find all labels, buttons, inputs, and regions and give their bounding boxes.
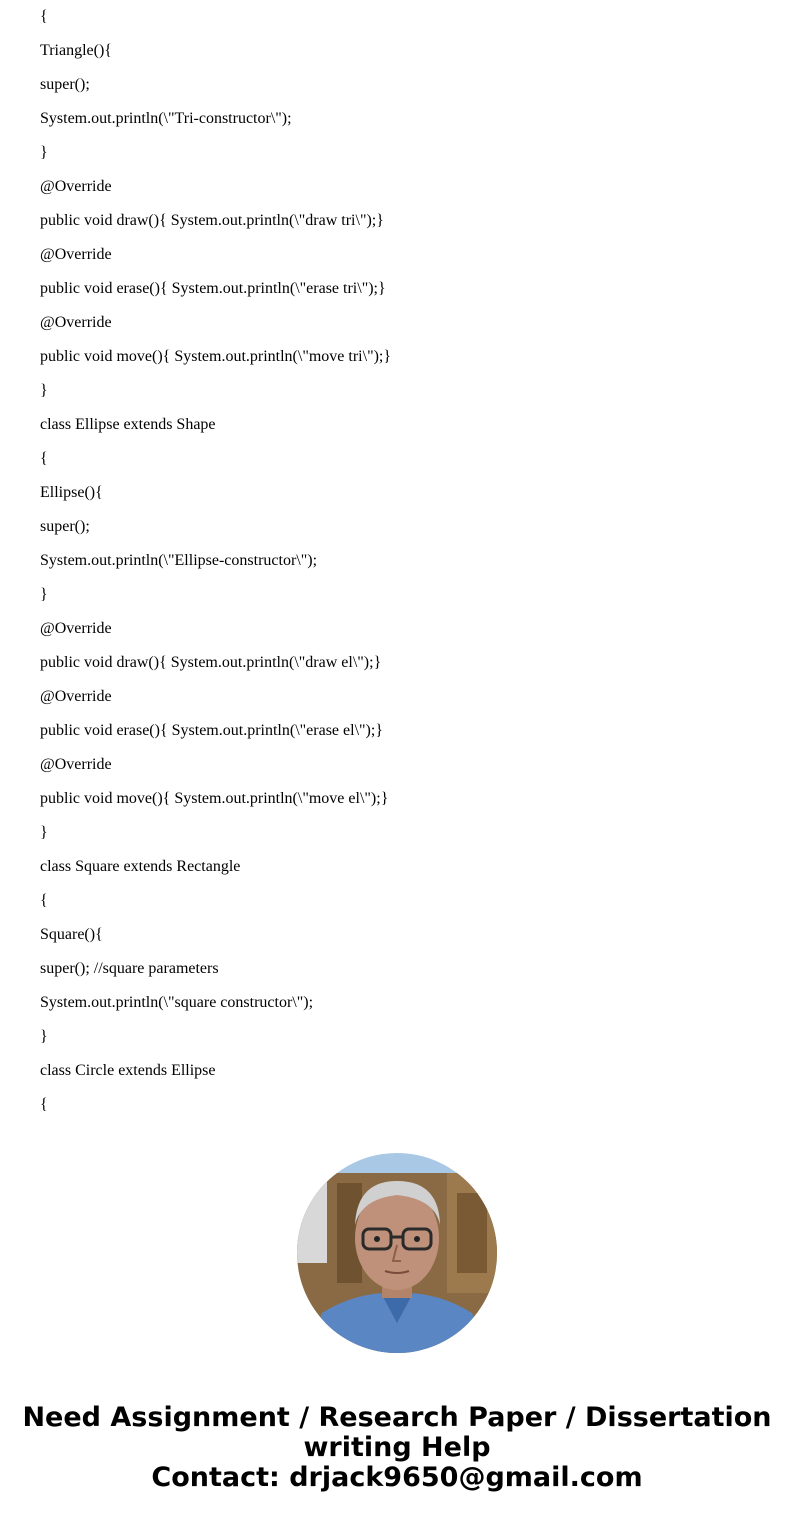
code-line: class Circle extends Ellipse (40, 1062, 216, 1079)
code-line: super(); (40, 518, 90, 535)
code-line: @Override (40, 688, 112, 705)
code-line: public void move(){ System.out.println(\"move tri\");} (40, 348, 392, 365)
code-line: class Ellipse extends Shape (40, 416, 216, 433)
person-photo-icon (297, 1153, 497, 1353)
code-line: super(); //square parameters (40, 960, 219, 977)
code-line: super(); (40, 76, 90, 93)
code-line: public void draw(){ System.out.println(\"draw el\");} (40, 654, 382, 671)
promo-contact-line: Contact: drjack9650@gmail.com (151, 1462, 643, 1493)
author-avatar (297, 1153, 497, 1353)
code-line: public void erase(){ System.out.println(\"erase el\");} (40, 722, 383, 739)
code-line: Triangle(){ (40, 42, 112, 59)
code-line: { (40, 1096, 48, 1113)
code-line: public void erase(){ System.out.println(\"erase tri\");} (40, 280, 386, 297)
code-line: Square(){ (40, 926, 103, 943)
code-line: } (40, 824, 48, 841)
code-line: System.out.println(\"square constructor\"); (40, 994, 314, 1011)
code-line: System.out.println(\"Ellipse-constructor\"); (40, 552, 318, 569)
code-line: @Override (40, 246, 112, 263)
promo-line-1: Need Assignment / Research Paper / Dissertation (22, 1402, 772, 1433)
code-line: { (40, 892, 48, 909)
code-line: @Override (40, 314, 112, 331)
code-line: } (40, 586, 48, 603)
code-listing (40, 0, 760, 1122)
code-line: System.out.println(\"Tri-constructor\"); (40, 110, 292, 127)
code-line: class Square extends Rectangle (40, 858, 241, 875)
code-line: public void move(){ System.out.println(\"move el\");} (40, 790, 389, 807)
promo-line-2: writing Help (303, 1432, 491, 1463)
code-line: @Override (40, 620, 112, 637)
code-line: } (40, 382, 48, 399)
code-line: Ellipse(){ (40, 484, 103, 501)
code-line: } (40, 144, 48, 161)
promo-banner (0, 1403, 794, 1493)
code-line: { (40, 450, 48, 467)
code-line: public void draw(){ System.out.println(\"draw tri\");} (40, 212, 384, 229)
code-line: @Override (40, 756, 112, 773)
code-line: } (40, 1028, 48, 1045)
code-line: @Override (40, 178, 112, 195)
code-line: { (40, 8, 48, 25)
